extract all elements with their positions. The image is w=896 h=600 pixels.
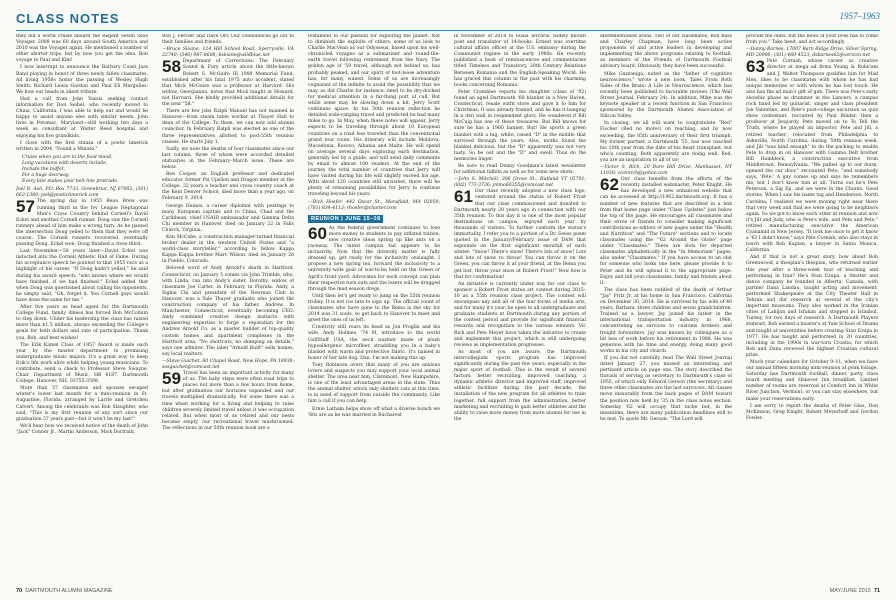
page-footer [16,588,880,598]
reunion-banner: REUNION | JUNE 15–18 [308,215,383,223]
paragraph: George Haines, a career diplomat with postings to many European capitals and to China, Chad and the Caribbean, chief USAID ambassador and Gamma Delta Chi member in Hanover, died on January 22 in Falls Church, Virginia. [162,203,294,233]
paragraph: aforementioned areas. Two of our classmates, Ron Bass and Charley Chapman, have long been active proponents of and active leaders in developing and implementing the above programs relating to football, as members of the Friends of Dartmouth Football advisory board. Obviously, they have been successful. [600,34,732,70]
class-section-63 [746,59,878,254]
column-3 [308,34,440,582]
class-section-58 [162,59,294,108]
class-section-61 [454,189,586,280]
column-2 [162,34,294,582]
paragraph: I am sorry to report the deaths of Peter Gins, Don McKinnon, Greg Knight, Robert Meyerhoff and Gordon Fowler. [746,403,878,421]
paragraph: Peter Cramblee reports his daughter (class of '92) found an aged Dartmouth '60 blanket in a New Haven, Connecticut, resale outfit store and gave it to him for Christmas. It was already framed, and he has it hanging in a den wall in resplendent glory. He wondered if Bill McCaig has one of these treasures. But Bill knows for sure he has a 1960 banner. But! He sports a green blanket with a big, white, raised "D" in the middle that survived through the years. Also, moths found the blanket delicious, but the "D" apparently was not very tasty. So be out and the "D" and swell. Thus do the memories linger. [454,89,586,162]
paragraph: Mike Gazzaniga, noted as the "father of cognitive neuroscience," wrote a new book, Tales From Both Sides of the Brain: A Life in Neuroscience, which has recently been published to favorable reviews (The Wall Street Journal, February 24). In addition, Mike was the keynote speaker at a recent function in San Francisco sponsored by the Dartmouth Alumni Association of Silicon Valley. [600,71,732,120]
paragraph: Our class recently adopted a new class logo, centered around the statue of Robert Frost that our class commissioned and donated to Dartmouth nearly 20 years ago in connection with our 35th reunion. To this day it is one of the most popular destinations on campus, enjoyed each year by thousands of visitors. To further conform the statue's immortality, I refer you to a portion of a Dr. Seuss poem quoted in the January/February issue of DAM that expounds on the first significant snowfall of each winter: "Snow! There's snow! There's lots of snow! Lots and lots of snow to throw! You can throw it on the Green, you can throw it at your friend, at the Bema you get lost, throw your snow at Robert Frost!" Now how is that for confirmation! [454,189,586,280]
paragraph: testament to our passion for exploring the planet. Not to diminish the exploits of others, some of us look to Charlie MacVean as our Odysseus, based upon his well-chronicled voyages as a submariner and round-the-earth travel following retirement from the Navy. The golden age of '59 travel, although not behind us, has probably peaked, and our spirit of foot-loose adventure has, for many, waned. Some of us are increasingly cognizant of the infinite to avoid the possibility that we may, as did Charlie for instance, need to be dry-docked for medical attention in a far-flung port of call. But while some may be slowing down a bit, Jerry Scott continues apace. In his 50th reunion reflection he detailed wide-ranging travel and predicted he had many miles to go. In May, when these notes will appear, Jerry expects to be traveling through about 10 European countries on a road less traveled than the conventional grand tour route. His itinerary will include Moldova, Macedonia, Kosovo, Albania and Malta. He will spend on average several days exploring each destination, generally led by a guide, and will send daily comments by email to almost 100 readers. At the end of the journey the total number of countries that Jerry will have visited during his life will slightly exceed his age. With about 120 countries still unvisited, there will be plenty of remaining possibilities for Jerry to continue traveling beyond his years. [308,34,440,198]
paragraph: Pete Cornish, whose career as creative director at mega ad firms Young & Rubicam and J. Walter Thompson qualifies him for Mad Men, likes to be classmates with whom he has had unique memories or with whom he has lost touch. He also has the ad man's gift of gab. There was Pete's early showbiz phase as drummer in the Lancers, a campus rock band led by guitarist, singer and class president Jon Valentine, and Pete's post-college excursion as quiz show contestant, recruited by Paul Binder, then a producer at Jeopardy. Pete moved on to To Tell the Truth, where he played an impostor. Pete and Jill, a retired teacher, relocated from Philadelphia to Asheville, North Carolina, during '59th reunion week, and Jill "was kind enough" to do the packing to enable Pete to drop in on Hanover with Gamma Delt brother Bill Hambleck, a construction executive from Middletown, Pennsylvania. "We pulled up to our dorm, opened the car door," recounted Pete, "and somebody says, 'Pete.' A guy comes up and says he remembers me, but I don't know him at all. Turns out he's Pete Peterson, a Sig Ep, and we were in the Chords. Good storms. When I saw his name tag and Henderson, North Carolina, I realized we were moving right near there that very week and that we were going to be neighbors again. So we got to know each other at reunion and now it's Jill and Judy, who is Pete's wife, and Pete and Pete," retired manufacturing executive the American Cyanamid in New Jersey. "It took me once to get it know a '63 I didn't know," says Pete Cornish, who also stays in touch with Bob Kaplan, a lawyer in Santa Monica, California. [746,59,878,254]
paragraph: Ken McCabe, a construction manager-turned financial broker dealer in the western United States and "a world-class storyteller," according to fellow Kappa Kappa Kappa brother Marv Wilson, died on January 26 in Pueblo, Colorado. [162,235,294,265]
class-secretary-signature: —Victor S. Rich, 20 Dore Hill Drive, Manhasset, NY 11030; victorich@yahoo.com [600,164,732,177]
paragraph: An initiative is currently under way for our class to sponsor a Robert Frost statue art contest during 2015–16 as a 55th reunion class project. The contest will encompass any and all of the four forms of media arts, and for many it's year, be open to all undergraduate and graduate students at Dartmouth during any portion of the contest period and provide for significant financial rewards and recognition to the various winners. Vic Rich and Pete Meyer have taken the initiative to create and implement this project, which is still undergoing reviews as implementation progresses. [454,281,586,348]
year-range: 1957–1963 [839,11,880,21]
class-secretary-signature: —Bruce Sloane, 124 Hill School Road, Sperryville, VA 22740; (540) 987-8608; bsloane@wildblue.net [162,47,294,59]
paragraph: If you did not carefully read The Wall Street Journal dated January 27, you missed an interesting and pertinent article on page one. The story described the travails of serving as secretary to Dartmouth's class of 1955, of which only Edward Gerson (the secretary) and three other classmates are the last survivors. All classes move inexorably from the back pages of DAM toward the position now held by '35 in the class notes section. Someday '62 will occupy that niche but, in the meantime, there are many publication deadlines still to be met. To quote Mr. Gerson: "The Lord will [600,355,732,422]
paragraph: Creativity still roars its head as Jon Proglin and his wife, Andy Holmes, '74 M, introduce to the world GolfStuff USA, the neck warmer made of plush hypoallergenic microfiber, straddling you in a baby's blanket with warm and protective fabric. It's named in honor of her late dog, Dan. I'm not making this up. [308,325,440,361]
paragraph: Much your calendars for October 9–11, when we have our annual fifteen morning mini-reunion at peak foliage. Saturday has Dartmouth football, dinner, party, class board meeting and Hanover Inn breakfast. Limited number of rooms are reserved at Comfort Inn in White River Junction, Vermont, or you can stay elsewhere, but make your reservations early. [746,359,878,402]
paragraph: Ernie Latham helps show off what a diverse bunch we '60s are as he was married in Bucharest [308,406,440,418]
paragraph: Tony Robinson avers that many of you are anxious lovers and suspects you may support your local animal shelter. The area near him, Claremont, New Hampshire, is one of the least advantaged areas in the state. Thus the animal shelter, which only shelters cats at this time, is in need of support from outside the community. Like him a call if you can help. [308,362,440,405]
class-section-60 [308,223,440,293]
paragraph: Department of Corrections: The February Sound & Fury article about the little-known Robert G. McGuire III 1988 Memorial Fund, established after his fatal 1975 auto accident, stated that Mick McGuire was a professor at Harvard. His widow, Georgianna, notes that Mick taught at Howard, not Harvard. She kindly provided additional details for the next "58." [162,59,294,108]
paragraph: Last November—50 years later—David Eckel was inducted into the Cornell Athletic Hall of Fame. During his acceptance speech he pointed to that 1955 race as a highlight of his career. "If Doug hadn't yelled," he said during his award speech, "who knows where we would have finished, if we had finished." Eckel added that when Doug was questioned about calling his opponents, he simply said, "Oh, forget it. You Cornell guys would have done the same for me." [16,249,148,303]
class-year-58: 58 [162,57,181,77]
class-secretary-signature: —John S. Mitchell, 306 Grove St., Rutland VT 05701; (802) 773-3736; jmmo60355@comcast.net [454,177,586,189]
paragraph: Until then let's get ready to jump on the 55th reunion trolley. It is not too late to sign up. The official count of classmates who have gone to the Bema is the sky for 2014 was 31 souls, so get back to Hanover to meet and greet the ones of us left. [308,293,440,324]
paragraph: Bob J. Fercier and Dave Orr. Our condolences go out to their families and friends. [162,34,294,46]
footer-left [16,588,112,594]
paragraph: More than 57 classmates and spouses escaped winter's lower last month for a mini-reunion in St. Augustine, Florida, arranged by Larrie and Gretchen Calvert. Among the celebrants was Bob Slaughter, who said, "This is my first reunion of any sort since our graduation 57 years past—but it won't be my last!" [16,386,148,422]
article-columns [16,34,880,582]
paragraph: Beloved word of Andy Arnold's death in Hartford, Connecticut, on January 5 comes via John Trimble, who, with Linda, ran into Andy's sister, Dorothy, widow of classmate Joe Carter, in February in Florida. Andy, a Sigma Chi and president of the Newman Club in Hanover, was a Yale Thayer graduate who joined the construction company of his father, Andrew. In Manchester, Connecticut, eventually becoming CEO. Andy combined creative design instincts with engineering expertise to forge a reputation for the Andrew Arnold Co. as a master builder of top-quality custom homes and apartment complexes in the Hartford area. "No shortcuts, no skimping on details," says one admirer. The label "Arnold Built" sells homes, say local realtors. [162,266,294,357]
class-secretary-signature: —Danny Barnes, 17007 Barn Ridge Drive, Silver Spring, MD 20906; (301) 460-4523; dsbarnes62@verizon.net [746,47,878,59]
paragraph: Sadly, we note the deaths of four classmates since our last column, three of whom were accorded detailed obituaries in the February–March issue. These are below. [162,146,294,170]
paragraph: The Erik Kamel Class of 1957 Award is made each year by the master department to promising undergraduate music majors. It's a great way to keep Erik's life work alive while helping young musicians. To contribute, send a check to Professor Steve Swayne, Chair, Department of Music, HB 6187, Dartmouth College, Hanover, NH, 03755-3599. [16,342,148,385]
magazine-name: DARTMOUTH ALUMNI MAGAZINE [25,588,113,594]
paragraph: As the federal government continues to lose more money to students to pay inflated tuition, new creative ideas spring up like ants on a raceway. The latest campus fad appears to be inclusivity. Now that the diversity matter is fully dressed up, get ready for the inclusivity onslaught. I propose a new spring tea, forward the inclusivity to a university-wide goal of war-to-be held on the Green or April's front yard. Advocates for each concept can plan their respective turn-outs and the losers will be dragged through the mud season dregs. [308,225,440,292]
class-year-60: 60 [308,223,327,243]
paragraph: Our class benefits from the efforts of the recently installed webmaster, Peter Knight. He has developed a new enhanced website that can be accessed at http://1962.dartmouth.org. It has a number of new features that are described in a link from that home page under "Class Updates" just below the top of the page. He encourages all classmates and their wives or friends to consider making significant contributions as editors of new pages under the "Health and Nutrition" and "The Future" sections and to locate classmates using the "'62 Around the Globe" page under "Classmates." There are slots for departed classmates alphabetically in the "In Memoriam" pages, also under "Classmates." If you have access to an obit for someone who looks one here, please provide it to Peter and he will upload it to the appropriate page. Enjoy and tell your classmates, family and friends about it. [600,177,732,286]
class-section-62 [600,177,732,287]
column-5 [600,34,732,582]
paragraph: As most of you are aware, the Dartmouth intercollegiate sports program has improved significantly during the past few years, especially in the major sport of football. This is the result of several factors: better recruiting, improved coaching, a dynamic athletic director and improved staff, improved athletic facilities during the past decade, the installation of the new program for all athletes to train together, full support from the administration, better marketing and recruiting to gain better athletes and the ability to raise more money from more alumni for use in the [454,349,586,422]
section-title: CLASS NOTES [16,11,120,26]
paragraph: The spring day in 1955 Beau Brew was running third in the Ivy League Heptagonal Men's Cross Country behind Cornell's David Eckel and another Cornell runner. Doug saw the Cornell runners ahead of him make a wrong turn. As he passed the intersection Doug yelled to them that they were off course. The Cornell runners recovered, eventually passing Doug. Eckel won; Doug finished a close third. [16,199,148,248]
paragraph: In closing, we all will want to congratulate "Red" Fischer (Red no more!) on reaching, and by now exceeding, the 85th anniversary of their first triumph. My former partner, a Dartmouth '55, has now reached his 10th year from the date of his heart transplant, but who's counting. Both apparently are doing well. Red, you are an inspiration to all of us! [600,121,732,163]
paragraph: The class has been notified of the death of Arthur "Jay" Fritz Jr. at his home in San Francisco, California on December 30, 2014. He is survived by his wife of 46 years, Barbara, three children and seven grandchildren. Trained as a lawyer, Jay joined his father in the international transportation industry in 1966, concentrating on services to customs brokers and freight forwarders. Jay was known by colleagues as a bit less of work before his retirement in 1988. He was generous with his time and energy, doing many good works in his city and church. [600,287,732,354]
paragraph: Ben Cooper, an English professor and dedicated educator, former Psi Upsilon and Dragon member at the College, 32 years a teacher and cross country coach at the Kent Denver School, died more than a year ago, on February 9, 2014. [162,172,294,202]
class-section-57 [16,199,148,248]
class-year-61: 61 [454,187,473,207]
column-4 [454,34,586,582]
paragraph: I close with the first stanza of a poetic limerick written in 2004, "Found a Minute." [16,140,148,152]
paragraph: in November of 2014 to Ioana Iercoris, widely known poet and translator of 14-books. Ernest was overtime cultural affairs officer at the U.S. embassy during the Communist regime in the early 1980s. He recently published a book of reminiscences and commentaries titled Timeless and Transitory, 20th Century Relations Between Romania and the English-Speaking World. He has graced this column in the past with his charming books concerning Romania. [454,34,586,88]
class-section-59 [162,371,294,432]
paragraph: And if that is not a great story, how about Bob Greenwood, a thespian's thespian, who returned earlier this year after a three-week tour of teaching and performing in Iran? He's Stan Ezupa, a theater and dance company he founded in Alberta, Canada, with partner Dana Landau, taught acting and movement, performed Shakespeare at the City Theater Hall in Tehran and did research at several of the city's important museums. They also worked in the Iranian cities of Lahijan and Isfahan and stopped in Istanbul, Turkey, for two days of research. A Dartmouth Players stalwart, Bob earned a master's at Yale School of Drama and taught at universities before creating Stan Ezupa in 1977. He has taught and performed in 20 countries, including in the 1990s in war-torn Croatia, for which Bob and Dana received the highest Croatian cultural prize. [746,255,878,358]
class-year-59: 59 [162,369,181,389]
class-secretary-signature: Joel D. Ash, P.O. Box 7733, Greenbriar, NJ 07002; (301) 663-1380; joel@poeticlimerick.com [16,187,148,199]
paragraph: We'll hear how we received notice of the death of John "Jack" Conner Jr., Martin Anderson, Mick Dorfrath, [16,423,148,435]
page-number-left: 70 [16,588,23,594]
paragraph: After five years as head agent for the Dartmouth College Fund, family illness has forced Bob McCollum to step down. Under his leadership the class has raised more than $1.5 million, always exceeding the College's goals for both dollars and rate of participation. Thank you, Bob, and best wishes! [16,305,148,341]
issue-date: MAY/JUNE 2015 [829,588,871,594]
class-year-57: 57 [16,197,35,217]
limerick: Cruise when you are in the food mood, Long vacations with deserts include, Include the buffet, For a huge doorway, Every bite makes your belt-line protrude. [22,154,119,185]
paragraph: Had a call from John Vassis seeking contact information for Don Seibel, who recently moved to China, California. I was able to help out and would be happy to assist anyone else with similar needs. John lives in Potomac, Maryland—still working two days a week as consultant at Walter Reed hospital and enjoying his five grandkids. [16,96,148,139]
class-secretary-signature: —Steve Guichet, 60 Chapel Road, New Hope, PA 18938; sosguichet@comcast.net [162,358,294,370]
paragraph: I now interrupt to announce the Barbary Coast Jazz Band playing in honor of three newly fallen classmates. All living 1956s honor the passing of Wesley Hugh Smith, Richard Lewis Gordon and Paul Eli Margulies. We bow our heads in silent tribute. [16,65,148,95]
column-6 [746,34,878,582]
page-number-right: 71 [873,588,880,594]
class-year-62: 62 [600,175,619,195]
paragraph: There are few jobs Ralph Manuel has not manned in Hanover—from steam table worker at Thayer Hall to dean of the College. To them, we can now add alumni councilor. In February Ralph was elected as one of the three representatives allotted to post-55th reunion classes. He starts July 1. [162,109,294,145]
paragraph: Be sure to read Denny Goodman's latest newsletter for additional tidbits as well as for some new shots. [454,163,586,176]
class-year-63: 63 [746,57,765,77]
page-header [16,8,880,31]
paragraph: they did a world cruise aboard the Regent Seven Seas Voyager. 2008 was 60 days around South America and 2010 was the Voyager again. He mentioned a number of other shorter trips, but by now you get the idea. Bon voyage to Paul and Kim! [16,34,148,64]
class-secretary-signature: —Dick Hoefer, 442 Oscar St., Mansfield, MA 02050; (781) 834-4113; rhoefer@charter.com [308,199,440,211]
paragraph: Travel has been an important activity for many of us. The baby steps were often road trips to places not more than a few hours from home, but after graduation our horizons expanded and our travels multiplied dramatically. For some there was a time when working for a living and helping to raise children severely limited travel unless it was occupation related. But when most of us retired and our nests became empty, our recreational travel mushroomed. The reflections in our 50th reunion book are a [162,371,294,431]
footer-right [830,588,880,594]
column-1 [16,34,148,582]
paragraph: provide the obits, but the news of your lives has to come from you." Take heed, and act accordingly. [746,34,878,46]
